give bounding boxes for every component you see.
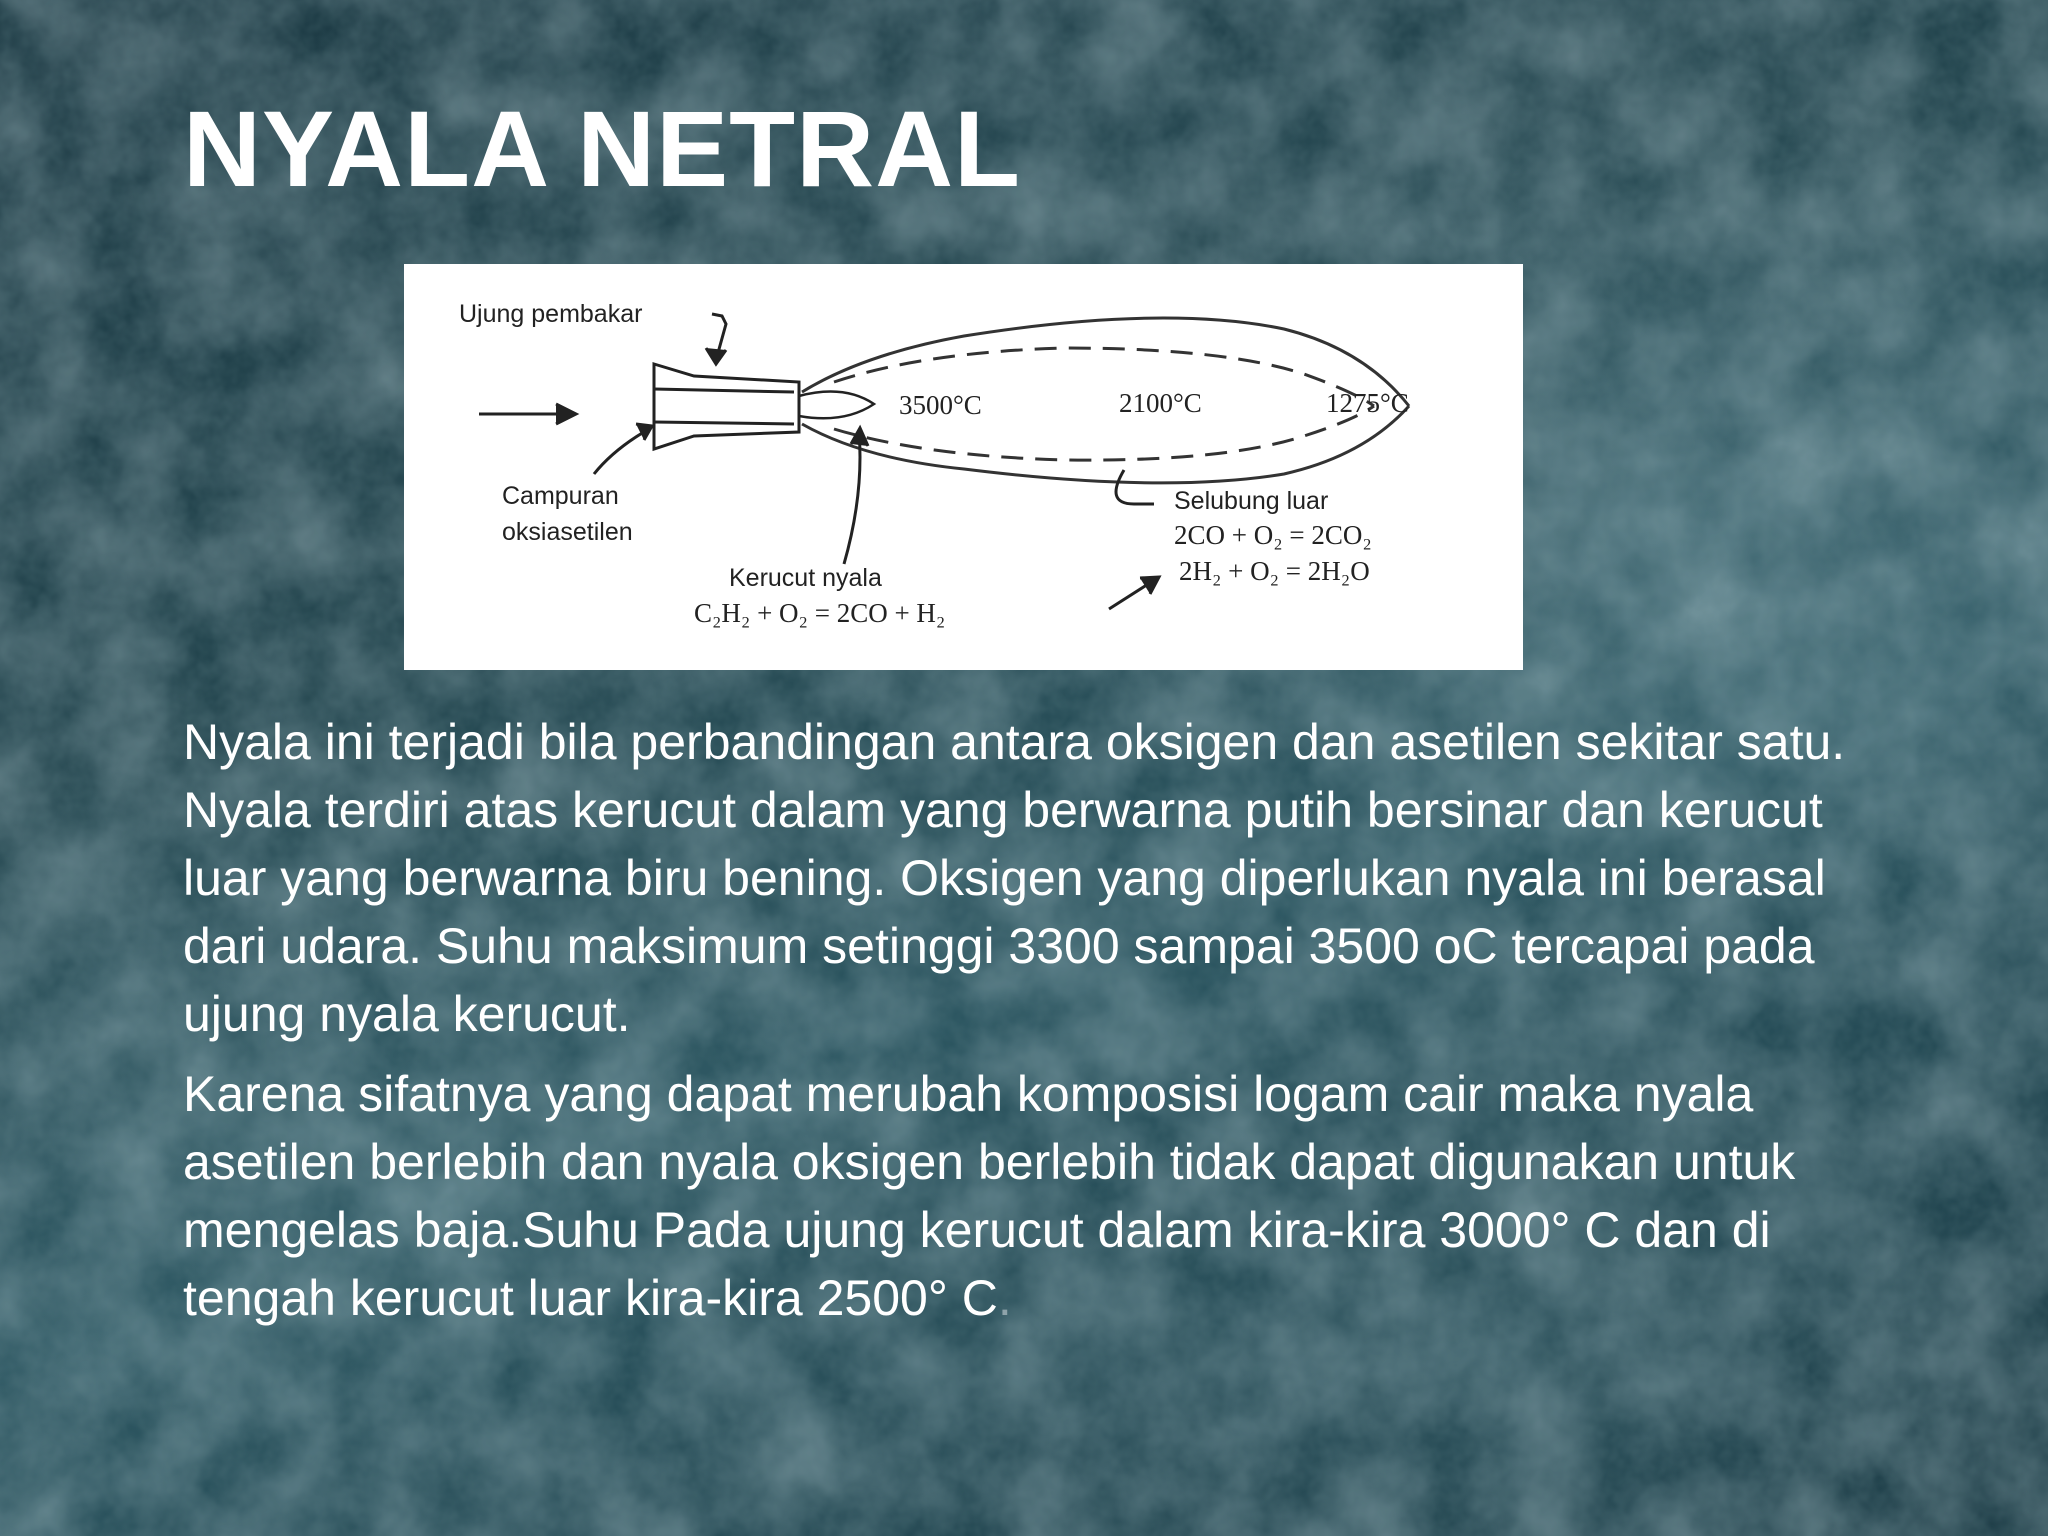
outer-flame	[802, 318, 1409, 483]
paragraph-1: Nyala ini terjadi bila perbandingan antara oksigen dan asetilen sekitar satu. Nyala terdiri atas kerucut dalam yang berwarna putih bersinar dan kerucut luar yang berwarna biru bening. Oksigen yang diperlukan nyala ini berasal dari udara. Suhu maksimum setinggi 3300 sampai 3500 oC tercapai pada ujung nyala kerucut.	[183, 714, 1846, 1042]
cone-reaction: C₂H₂ + O₂ = 2CO + H₂	[694, 598, 946, 628]
paragraph-2	[183, 1060, 1903, 1332]
body-text	[183, 708, 1903, 1344]
inlet-arrow	[479, 404, 576, 424]
burner-nozzle	[654, 364, 799, 449]
paragraph-2-trailing-dot: .	[997, 1270, 1012, 1326]
slide-title: NYALA NETRAL	[183, 88, 1022, 209]
inner-cone	[799, 392, 874, 419]
outer-reaction-2: 2H₂ + O₂ = 2H₂O	[1179, 556, 1370, 586]
paragraph-2-text: Karena sifatnya yang dapat merubah komposisi logam cair maka nyala asetilen berlebih dan nyala oksigen berlebih tidak dapat digunakan untuk mengelas baja.Suhu Pada ujung kerucut dalam kira-kira 3000° C dan di tengah kerucut luar kira-kira 2500° C	[183, 1066, 1796, 1326]
burner-tip-label: Ujung pembakar	[459, 300, 643, 328]
mixture-pointer	[594, 424, 652, 474]
flame-diagram-drawing	[404, 264, 1523, 670]
flame-diagram	[404, 264, 1523, 670]
cone-label: Kerucut nyala	[729, 564, 882, 592]
temp-inner-label: 3500°C	[899, 390, 982, 420]
mixture-label-line1: Campuran	[502, 482, 619, 510]
temp-outer-label: 1275°C	[1326, 388, 1409, 418]
temp-middle-label: 2100°C	[1119, 388, 1202, 418]
outer-sheath-bracket	[1116, 470, 1154, 504]
outer-reaction-1: 2CO + O₂ = 2CO₂	[1174, 520, 1372, 550]
outer-sheath-label: Selubung luar	[1174, 487, 1329, 515]
outer-pointer-arrow	[1109, 577, 1159, 609]
mixture-label-line2: oksiasetilen	[502, 518, 633, 546]
burner-tip-pointer	[706, 314, 726, 364]
